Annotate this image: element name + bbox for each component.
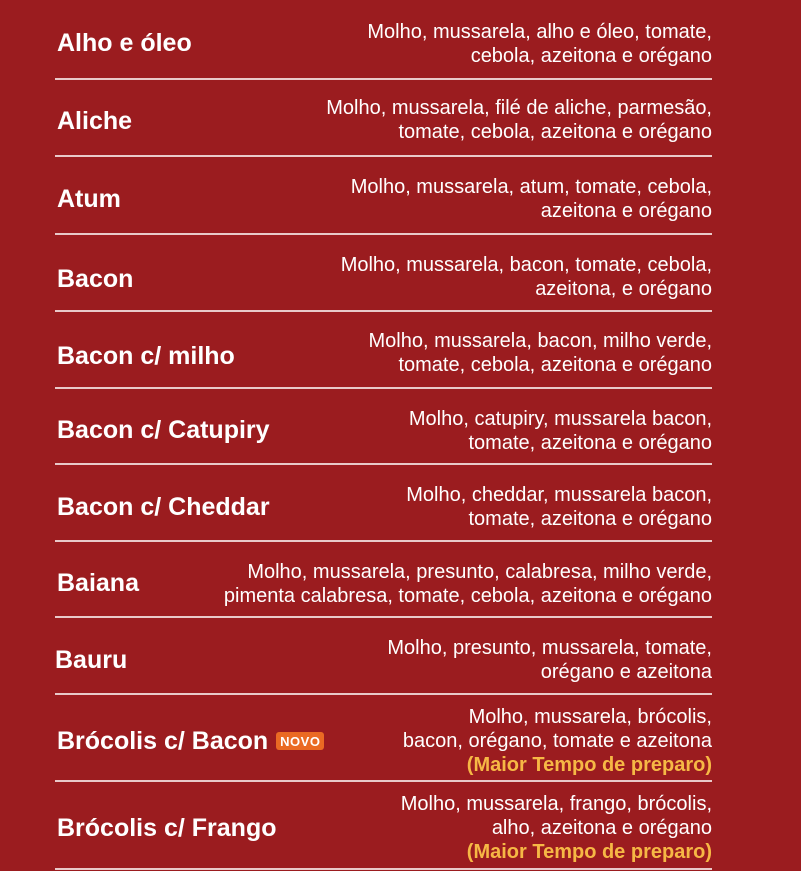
item-description <box>367 20 712 68</box>
item-description-line: pimenta calabresa, tomate, cebola, azeitona e orégano <box>223 585 712 607</box>
menu-item-atum <box>55 157 712 235</box>
item-description-line: Molho, catupiry, mussarela bacon, <box>408 408 712 430</box>
item-name: Atum <box>57 185 121 213</box>
item-description-line: tomate, cebola, azeitona e orégano <box>398 121 712 143</box>
item-name: Alho e óleo <box>57 29 192 57</box>
item-description-line: Molho, mussarela, bacon, milho verde, <box>368 330 712 352</box>
item-description-line: bacon, orégano, tomate e azeitona <box>402 730 712 752</box>
item-description <box>409 407 712 455</box>
item-name: Brócolis c/ Frango <box>57 814 277 842</box>
item-description <box>403 705 712 777</box>
item-description <box>224 560 712 608</box>
item-description-line: Molho, mussarela, frango, brócolis, <box>400 793 712 815</box>
item-description-line: Molho, mussarela, atum, tomate, cebola, <box>350 176 712 198</box>
prep-time-note: (Maior Tempo de preparo) <box>466 754 712 776</box>
item-description-line: tomate, azeitona e orégano <box>468 508 712 530</box>
item-description <box>406 483 712 531</box>
menu-item-bauru <box>55 618 712 695</box>
item-description-line: tomate, azeitona e orégano <box>468 432 712 454</box>
item-description-line: Molho, mussarela, presunto, calabresa, milho verde, <box>247 561 712 583</box>
item-name: Baiana <box>57 569 139 597</box>
item-description-line: tomate, cebola, azeitona e orégano <box>398 354 712 376</box>
item-name-text: Brócolis c/ Bacon <box>57 727 269 755</box>
item-description <box>401 792 712 864</box>
menu-item-bacon-c-cheddar <box>55 465 712 542</box>
item-description <box>341 253 712 301</box>
item-description-line: Molho, mussarela, brócolis, <box>468 706 712 728</box>
item-description-line: azeitona, e orégano <box>535 278 712 300</box>
pizza-menu <box>55 0 712 870</box>
item-description-line: Molho, cheddar, mussarela bacon, <box>406 484 712 506</box>
item-description-line: Molho, mussarela, alho e óleo, tomate, <box>367 21 712 43</box>
item-description <box>387 636 712 684</box>
item-description-line: cebola, azeitona e orégano <box>470 45 712 67</box>
menu-item-aliche <box>55 80 712 157</box>
item-description <box>369 329 713 377</box>
menu-item-baiana <box>55 542 712 618</box>
item-name: Bacon <box>57 265 134 293</box>
item-description-line: azeitona e orégano <box>540 200 712 222</box>
item-description <box>326 96 712 144</box>
item-name <box>57 727 324 756</box>
new-badge: NOVO <box>276 732 324 750</box>
menu-item-bacon-c-catupiry <box>55 389 712 465</box>
item-name: Bacon c/ Catupiry <box>57 416 270 444</box>
item-description-line: Molho, mussarela, bacon, tomate, cebola, <box>340 254 712 276</box>
item-name: Aliche <box>57 107 133 135</box>
item-description-line: orégano e azeitona <box>540 661 712 683</box>
prep-time-note: (Maior Tempo de preparo) <box>466 841 712 863</box>
item-description-line: Molho, mussarela, filé de aliche, parmesão, <box>326 97 712 119</box>
menu-item-bacon-c-milho <box>55 312 712 389</box>
item-name: Bauru <box>55 646 128 674</box>
item-description-line: Molho, presunto, mussarela, tomate, <box>387 637 712 659</box>
menu-item-brocolis-c-bacon <box>55 695 712 782</box>
item-description-line: alho, azeitona e orégano <box>491 817 712 839</box>
item-description <box>351 175 712 223</box>
menu-item-brocolis-c-frango <box>55 782 712 870</box>
menu-item-bacon <box>55 235 712 312</box>
menu-item-alho-e-oleo <box>55 0 712 80</box>
item-name: Bacon c/ Cheddar <box>57 493 270 521</box>
item-name: Bacon c/ milho <box>57 342 235 370</box>
